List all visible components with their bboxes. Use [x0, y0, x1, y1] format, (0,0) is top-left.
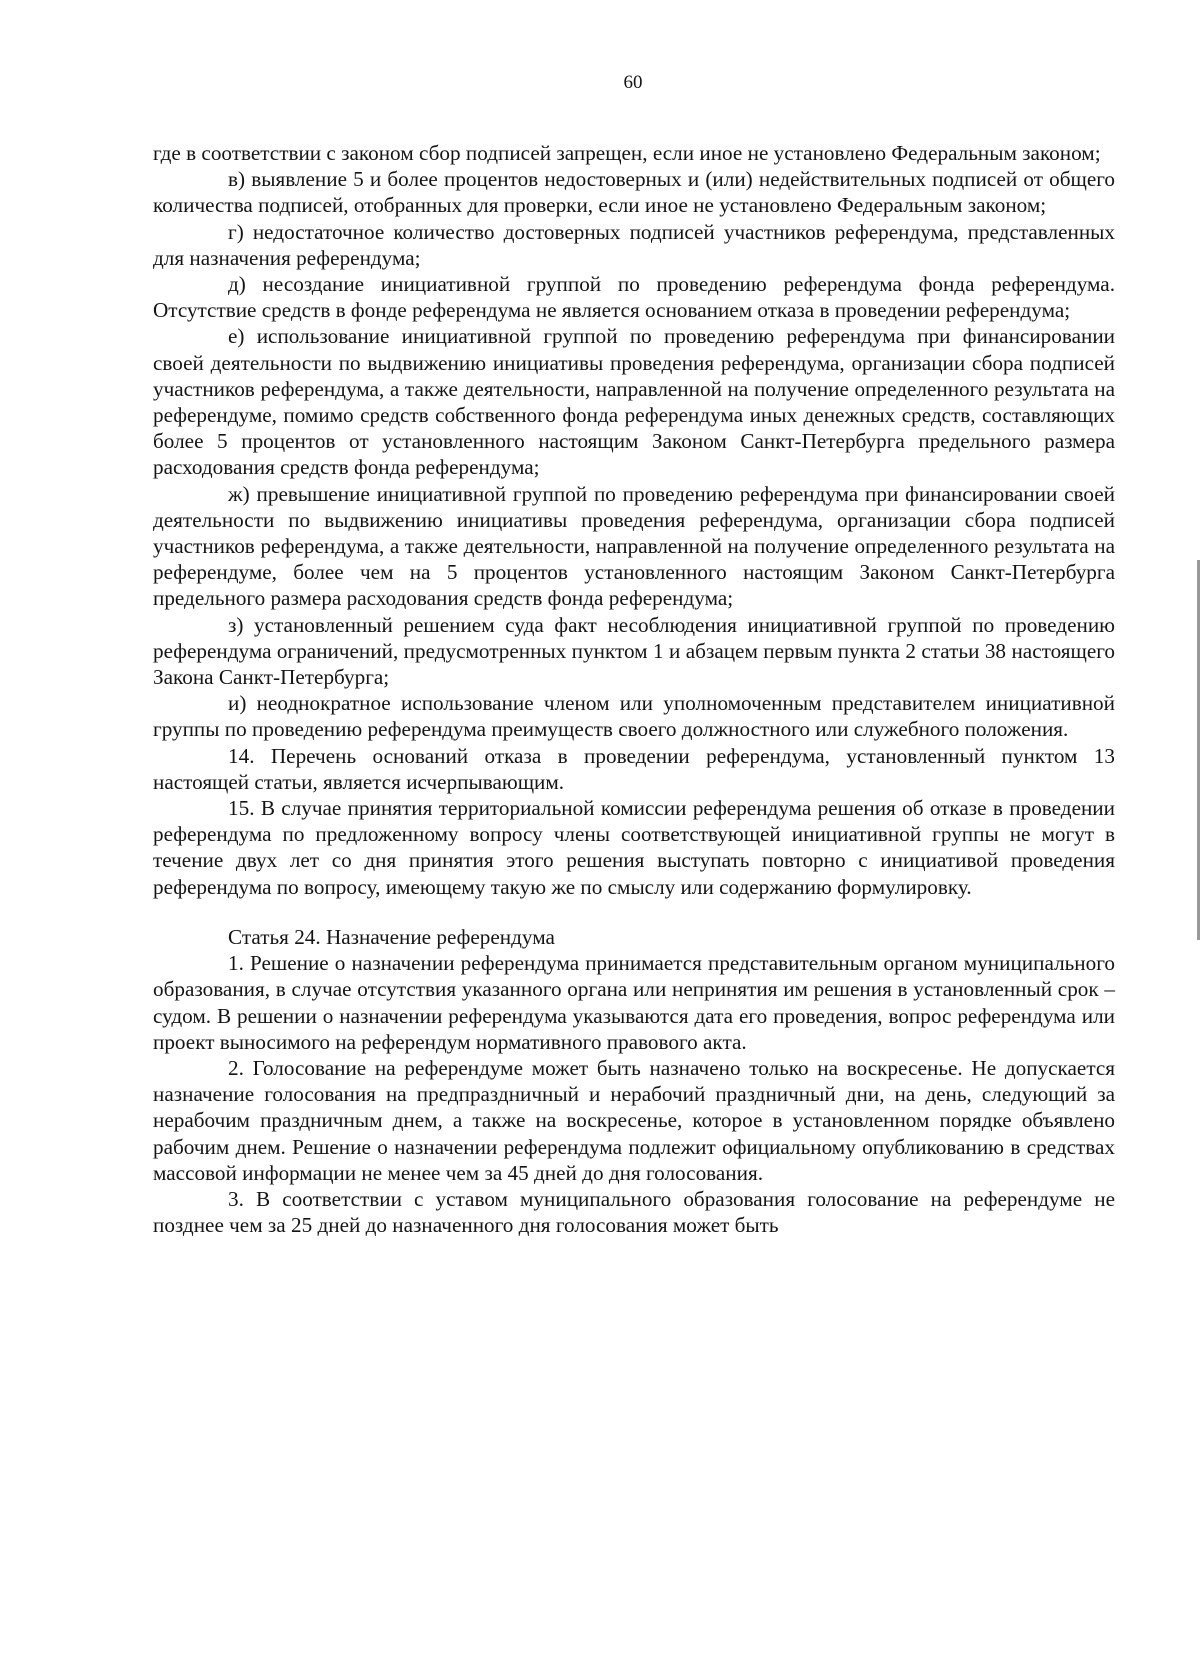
- paragraph-continuation: где в соответствии с законом сбор подписей запрещен, если иное не установлено Федеральным законом;: [153, 141, 1101, 165]
- paragraph-point-15: 15. В случае принятия территориальной комиссии референдума решения об отказе в проведении референдума по предложенному вопросу члены соответствующей инициативной группы не могут в течение двух лет со дня принятия этого решения выступать повторно с инициативой проведения референдума по вопросу, имеющему такую же по смыслу или содержанию формулировку.: [153, 796, 1115, 899]
- paragraph-item-g: г) недостаточное количество достоверных подписей участников референдума, представленных для назначения референдума;: [153, 219, 1115, 270]
- document-body: [153, 140, 1115, 1238]
- article-paragraph-2: 2. Голосование на референдуме может быть назначено только на воскресенье. Не допускается назначение голосования на предпраздничный и нерабочий праздничный дни, на день, следующий за нерабочим праздничным днем, а также на воскресенье, которое в установленном порядке объявлено рабочим днем. Решение о назначении референдума подлежит официальному опубликованию в средствах массовой информации не менее чем за 45 дней до дня голосования.: [153, 1055, 1115, 1185]
- paragraph-item-v: в) выявление 5 и более процентов недостоверных и (или) недействительных подписей от общего количества подписей, отобранных для проверки, если иное не установлено Федеральным законом;: [153, 167, 1115, 218]
- article-heading: Статья 24. Назначение референдума: [228, 924, 555, 949]
- article-paragraph-1: 1. Решение о назначении референдума принимается представительным органом муниципального образования, в случае отсутствия указанного органа или непринятия им решения в установленный срок – судом. В решении о назначении референдума указываются дата его проведения, вопрос референдума или проект выносимого на референдум нормативного правового акта.: [153, 951, 1115, 1054]
- paragraph-item-d: д) несоздание инициативной группой по проведению референдума фонда референдума. Отсутствие средств в фонде референдума не является основанием отказа в проведении референдума;: [153, 272, 1115, 323]
- paragraph-point-14: 14. Перечень оснований отказа в проведении референдума, установленный пунктом 13 настоящей статьи, является исчерпывающим.: [153, 743, 1115, 794]
- paragraph-item-i: и) неоднократное использование членом или уполномоченным представителем инициативной группы по проведению референдума преимуществ своего должностного или служебного положения.: [153, 691, 1115, 742]
- page-number: 60: [623, 72, 643, 93]
- paragraph-item-z: з) установленный решением суда факт несоблюдения инициативной группой по проведению референдума ограничений, предусмотренных пунктом 1 и абзацем первым пункта 2 статьи 38 настоящего Закона Санкт-Петербурга;: [153, 612, 1115, 690]
- paragraph-item-zh: ж) превышение инициативной группой по проведению референдума при финансировании своей деятельности по выдвижению инициативы проведения референдума, организации сбора подписей участников референдума, а также деятельности, направленной на получение определенного результата на референдуме, более чем на 5 процентов установленного настоящим Законом Санкт-Петербурга предельного размера расходования средств фонда референдума;: [153, 481, 1115, 611]
- article-paragraph-3: 3. В соответствии с уставом муниципального образования голосование на референдуме не позднее чем за 25 дней до назначенного дня голосования может быть: [153, 1186, 1115, 1238]
- paragraph-item-e: е) использование инициативной группой по проведению референдума при финансировании своей деятельности по выдвижению инициативы проведения референдума, организации сбора подписей участников референдума, а также деятельности, направленной на получение определенного результата на референдуме, помимо средств собственного фонда референдума иных денежных средств, составляющих более 5 процентов от установленного настоящим Законом Санкт-Петербурга предельного размера расходования средств фонда референдума;: [153, 324, 1115, 480]
